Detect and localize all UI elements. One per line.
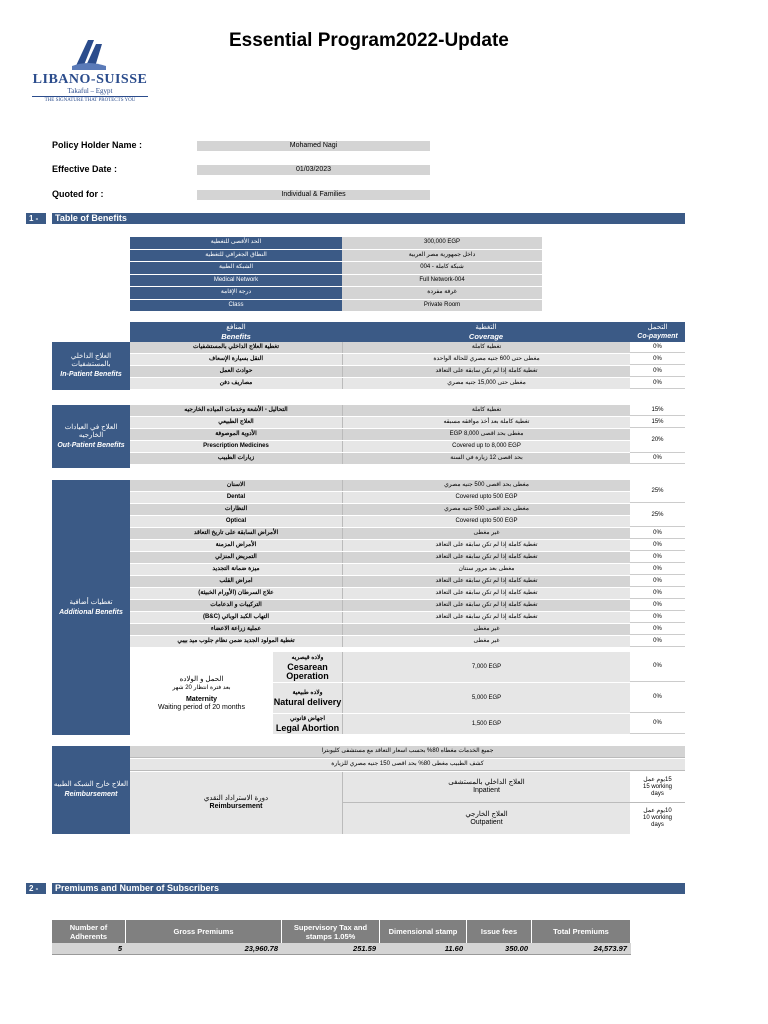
benefit-name: Optical	[130, 516, 342, 527]
summary-row	[130, 262, 542, 275]
premium-header: Gross Premiums	[126, 920, 282, 943]
summary-value: 300,000 EGP	[342, 237, 542, 249]
additional-category-ar: تغطيات أضافية	[69, 598, 113, 606]
maternity-item	[273, 683, 342, 713]
benefit-name: النظارات	[130, 504, 342, 515]
benefits-header	[130, 322, 342, 342]
summary-label: درجة الإقامة	[130, 287, 342, 299]
effective-date-label: Effective Date :	[52, 164, 118, 174]
summary-label: الحد الأقصى للتغطية	[130, 237, 342, 249]
quoted-for-value: Individual & Families	[197, 190, 430, 200]
benefit-name: Dental	[130, 492, 342, 503]
summary-row	[130, 275, 542, 288]
benefit-name: علاج السرطان (الأورام الخبيثة)	[130, 588, 342, 599]
benefit-copay: 0%	[630, 564, 685, 575]
benefit-coverage: مغطى بحد اقصى 8,000 EGP	[342, 429, 630, 440]
benefit-copay: 0%	[630, 354, 685, 365]
maternity-item-copay: 0%	[630, 652, 685, 682]
reimb-outpatient-days-en: 10 working days	[642, 815, 672, 828]
benefit-name: امراض القلب	[130, 576, 342, 587]
summary-table	[130, 237, 542, 312]
benefit-coverage: غير مغطى	[342, 528, 630, 539]
reimb-outpatient	[342, 803, 630, 834]
reimb-inpatient	[342, 772, 630, 803]
reimb-outpatient-days	[630, 803, 685, 834]
outpatient-category-ar: العلاج في العيادات الخارجيه	[64, 423, 118, 439]
logo-name: LIBANO-SUISSE	[32, 72, 148, 87]
additional-category	[52, 480, 130, 735]
benefit-copay: 0%	[630, 600, 685, 611]
maternity-wait: Waiting period of 20 months	[158, 703, 245, 711]
benefit-copay: 0%	[630, 588, 685, 599]
benefit-name: التهاب الكبد الوبائي (B&C)	[130, 612, 342, 623]
benefit-copay: 0%	[630, 378, 685, 389]
maternity-item-value: 5,000 EGP	[342, 683, 630, 713]
reimbursement-note-2: كشف الطبيب مغطى 80% بحد اقصى 150 جنيه مصري للزيارة	[130, 759, 685, 771]
logo-mark-icon	[68, 36, 110, 72]
benefit-coverage: غير مغطى	[342, 636, 630, 647]
benefit-coverage: تغطية كاملة إذا لم تكن سابقة على التعاقد	[342, 588, 630, 599]
maternity-item-ar: اجهاض قانوني	[289, 716, 326, 722]
benefit-coverage: تغطية كاملة إذا لم تكن سابقة على التعاقد	[342, 366, 630, 377]
benefits-header-en: Benefits	[221, 332, 251, 341]
premiums-table	[52, 920, 631, 955]
benefit-coverage: Covered upto 500 EGP	[342, 492, 630, 503]
maternity-item-en: Legal Abortion	[275, 723, 340, 733]
benefit-name: ميزة ضمانة التجديد	[130, 564, 342, 575]
benefit-name: الأمراض المزمنة	[130, 540, 342, 551]
premium-value: 251.59	[353, 944, 376, 953]
benefit-coverage: مغطى بحد اقصى 500 جنيه مصري	[342, 504, 630, 515]
company-logo	[28, 34, 152, 108]
logo-divider	[32, 96, 148, 97]
inpatient-category-ar: العلاج الداخلي بالمستشفيات	[70, 353, 112, 368]
copay-header-ar: التحمل	[647, 324, 668, 331]
benefit-name: تغطية العلاج الداخلي بالمستشفيات	[130, 342, 342, 353]
medicines-copay: 20%	[630, 429, 685, 453]
benefit-coverage: تغطية كاملة إذا لم تكن سابقة على التعاقد	[342, 540, 630, 551]
premium-value: 350.00	[505, 944, 528, 953]
inpatient-category-en: In-Patient Benefits	[60, 371, 122, 378]
maternity-item	[273, 652, 342, 682]
benefit-name: العلاج الطبيعي	[130, 417, 342, 428]
coverage-header-en: Coverage	[468, 332, 504, 341]
benefit-copay: 0%	[630, 612, 685, 623]
premium-header: Dimensional stamp	[380, 920, 467, 943]
benefit-coverage: بحد اقصى 12 زيارة في السنة	[342, 453, 630, 464]
benefit-name: الأدوية الموصوفة	[130, 429, 342, 440]
benefit-name: التحاليل - الأشعة وخدمات المياده الخارجيه	[130, 405, 342, 416]
summary-value: شبكة كاملة - 004	[342, 262, 542, 274]
summary-label: Medical Network	[130, 275, 342, 287]
benefit-coverage: تغطية كاملة	[342, 342, 630, 353]
benefit-name: عملية زراعة الاعضاء	[130, 624, 342, 635]
outpatient-category-en: Out-Patient Benefits	[57, 441, 125, 449]
copay-header-en: Co-payment	[637, 333, 678, 340]
section-2-title: Premiums and Number of Subscribers	[52, 883, 685, 894]
benefit-copay: 0%	[630, 576, 685, 587]
reimb-inpatient-days-ar: 15يوم عمل	[643, 776, 672, 783]
maternity-wait-ar: بعد فترة انتظار 20 شهر	[172, 684, 231, 691]
page-title: Essential Program2022-Update	[229, 30, 509, 51]
benefit-coverage: غير مغطى	[342, 624, 630, 635]
maternity-item-en: Cesarean Operation	[286, 661, 329, 681]
reimbursement-category-ar: العلاج خارج الشبكه الطبيه	[53, 781, 129, 788]
summary-row	[130, 300, 542, 313]
maternity-item	[273, 714, 342, 734]
maternity-item-en: Natural delivery	[273, 697, 342, 707]
benefit-coverage: تغطية كاملة إذا لم تكن سابقة على التعاقد	[342, 576, 630, 587]
premium-value: 5	[117, 944, 122, 953]
premium-header: Number of Adherents	[52, 920, 126, 943]
benefit-copay: 15%	[630, 417, 685, 428]
benefit-copay: 0%	[630, 528, 685, 539]
benefit-name: الأمراض السابقة على تاريخ التعاقد	[130, 528, 342, 539]
summary-label: Class	[130, 300, 342, 312]
policy-holder-label: Policy Holder Name :	[52, 140, 143, 150]
benefit-copay: 0%	[630, 453, 685, 464]
logo-subtitle: Takaful – Egypt	[67, 87, 113, 95]
maternity-item-copay: 0%	[630, 714, 685, 734]
benefit-copay: 0%	[630, 636, 685, 647]
summary-value: Full Network-004	[342, 275, 542, 287]
benefit-coverage: مغطى بعد مرور سنتان	[342, 564, 630, 575]
benefit-coverage: تغطية كاملة	[342, 405, 630, 416]
summary-value: داخل جمهورية مصر العربية	[342, 250, 542, 262]
coverage-header-ar: التغطية	[475, 324, 497, 331]
benefit-coverage: Covered up to 8,000 EGP	[342, 441, 630, 452]
reimb-outpatient-days-ar: 10يوم عمل	[643, 808, 672, 814]
logo-tagline: THE SIGNATURE THAT PROTECTS YOU	[44, 98, 136, 103]
benefit-coverage: تغطية كاملة بعد أخذ موافقه مسبقه	[342, 417, 630, 428]
reimbursement-category-en: Reimbursement	[64, 791, 118, 798]
premium-value: 11.60	[444, 944, 463, 953]
optical-copay: 25%	[630, 504, 685, 527]
reimb-inpatient-en: Inpatient	[473, 787, 500, 794]
summary-label: النطاق الجغرافي للتغطية	[130, 250, 342, 262]
benefit-coverage: مغطى بحد اقصى 500 جنيه مصري	[342, 480, 630, 491]
reimb-inpatient-days	[630, 772, 685, 803]
benefit-coverage: Covered upto 500 EGP	[342, 516, 630, 527]
premium-header: Issue fees	[467, 920, 532, 943]
maternity-item-ar: ولاده طبيعية	[292, 690, 323, 696]
reimb-outpatient-ar: العلاج الخارجي	[465, 810, 508, 818]
section-2-number: 2 -	[26, 883, 46, 894]
reimbursement-category	[52, 746, 130, 834]
benefit-copay: 0%	[630, 624, 685, 635]
summary-row	[130, 287, 542, 300]
benefit-name: التركيبات و الدعامات	[130, 600, 342, 611]
reimb-inpatient-ar: العلاج الداخلي بالمستشفى	[448, 779, 525, 786]
benefit-name: الاسنان	[130, 480, 342, 491]
reimbursement-cycle-en: Reimbursement	[209, 803, 263, 810]
summary-value: Private Room	[342, 300, 542, 312]
quoted-for-label: Quoted for :	[52, 189, 104, 199]
maternity-item-value: 1,500 EGP	[342, 714, 630, 734]
benefit-name: التمريض المنزلي	[130, 552, 342, 563]
benefit-coverage: تغطية كاملة إذا لم تكن سابقة على التعاقد	[342, 612, 630, 623]
section-1-number: 1 -	[26, 213, 46, 224]
outpatient-category	[52, 405, 130, 468]
reimb-inpatient-days-en: 15 working days	[642, 783, 672, 797]
reimb-outpatient-en: Outpatient	[470, 818, 503, 826]
summary-value: غرفة مفردة	[342, 287, 542, 299]
premium-header: Supervisory Tax and stamps 1.05%	[282, 920, 380, 943]
maternity-item-copay: 0%	[630, 683, 685, 713]
benefit-coverage: تغطية كاملة إذا لم تكن سابقة على التعاقد	[342, 600, 630, 611]
reimbursement-cycle	[130, 772, 342, 834]
benefits-header-ar: المنافع	[226, 324, 246, 331]
policy-holder-value: Mohamed Nagi	[197, 141, 430, 151]
summary-label: الشبكة الطبية	[130, 262, 342, 274]
maternity-ar: الحمل و الولاده	[179, 675, 224, 683]
maternity-item-value: 7,000 EGP	[342, 652, 630, 682]
premium-header: Total Premiums	[532, 920, 631, 943]
reimbursement-cycle-ar: دورة الاستراداد النقدي	[203, 795, 269, 802]
benefit-name: النقل بسيارة الإسعاف	[130, 354, 342, 365]
copay-header	[630, 322, 685, 342]
benefit-copay: 0%	[630, 540, 685, 551]
benefit-coverage: مغطى حتى 15,000 جنيه مصري	[342, 378, 630, 389]
benefit-coverage: مغطى حتى 600 جنيه مصري للحالة الواحدة	[342, 354, 630, 365]
benefit-copay: 0%	[630, 342, 685, 353]
benefit-name: زيارات الطبيب	[130, 453, 342, 464]
maternity-item-ar: ولاده قيصريه	[291, 654, 324, 661]
benefit-coverage: تغطية كاملة إذا لم تكن سابقة على التعاقد	[342, 552, 630, 563]
benefit-name: Prescription Medicines	[130, 441, 342, 452]
summary-row	[130, 250, 542, 263]
benefit-name: حوادث العمل	[130, 366, 342, 377]
benefit-copay: 0%	[630, 552, 685, 563]
premium-value: 24,573.97	[593, 944, 627, 953]
effective-date-value: 01/03/2023	[197, 165, 430, 175]
inpatient-category	[52, 342, 130, 390]
premium-value: 23,960.78	[244, 944, 278, 953]
benefit-copay: 15%	[630, 405, 685, 416]
dental-copay: 25%	[630, 480, 685, 503]
summary-row	[130, 237, 542, 250]
benefit-name: تغطية المولود الجديد ضمن نظام جلوب ميد بيبي	[130, 636, 342, 647]
coverage-header	[342, 322, 630, 342]
benefit-copay: 0%	[630, 366, 685, 377]
maternity-en: Maternity	[185, 695, 218, 703]
reimbursement-note-1: جميع الخدمات مغطاه 80% بحسب اسعار التعاقد مع مستشفى كليوبترا	[130, 746, 685, 758]
additional-category-en: Additional Benefits	[59, 608, 123, 616]
section-1-title: Table of Benefits	[52, 213, 685, 224]
benefit-name: مصاريف دفن	[130, 378, 342, 389]
maternity-block	[130, 652, 273, 735]
